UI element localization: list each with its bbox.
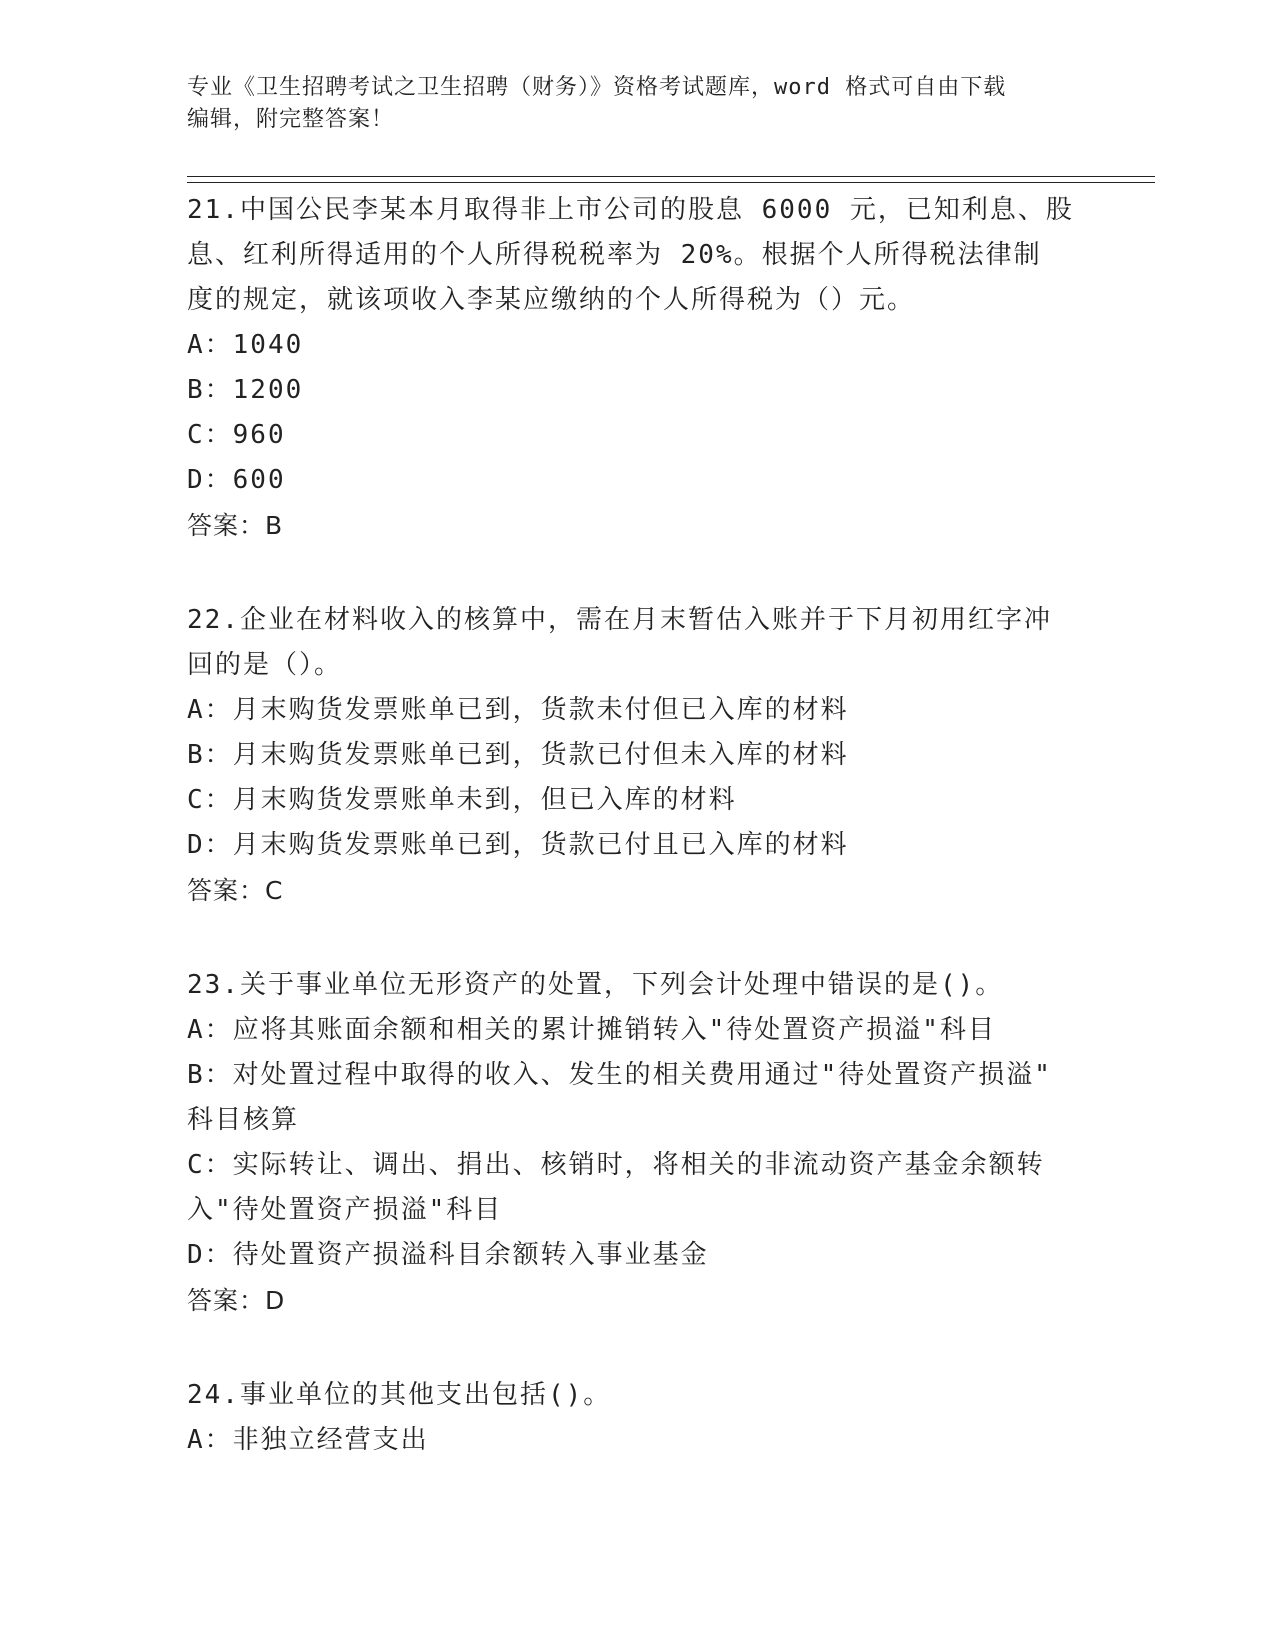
question-24 — [187, 1373, 1087, 1463]
header-divider-bottom — [187, 182, 1155, 183]
answer-line: 答案：C — [187, 876, 284, 905]
option-b: B：1200 — [187, 375, 304, 405]
answer-line: 答案：B — [187, 511, 284, 540]
question-stem-line: 回的是（）。 — [187, 650, 343, 680]
option-d: D：待处置资产损溢科目余额转入事业基金 — [187, 1240, 709, 1270]
option-a: A：非独立经营支出 — [187, 1425, 429, 1455]
question-stem-line: 24.事业单位的其他支出包括()。 — [187, 1380, 612, 1410]
option-c: C：960 — [187, 420, 286, 450]
option-d: D：600 — [187, 465, 286, 495]
option-c: C：实际转让、调出、捐出、核销时，将相关的非流动资产基金余额转 — [187, 1150, 1045, 1180]
question-stem-line: 22.企业在材料收入的核算中，需在月末暂估入账并于下月初用红字冲 — [187, 605, 1052, 635]
option-c: C：月末购货发票账单未到，但已入库的材料 — [187, 785, 737, 815]
question-23 — [187, 963, 1087, 1323]
option-a: A：月末购货发票账单已到，货款未付但已入库的材料 — [187, 695, 849, 725]
question-stem-line: 23.关于事业单位无形资产的处置，下列会计处理中错误的是()。 — [187, 970, 1004, 1000]
header-line-2: 编辑，附完整答案！ — [187, 107, 395, 132]
header-divider-top — [187, 176, 1155, 177]
option-c-continued: 入"待处置资产损溢"科目 — [187, 1195, 503, 1225]
option-b: B：月末购货发票账单已到，货款已付但未入库的材料 — [187, 740, 849, 770]
option-b-continued: 科目核算 — [187, 1105, 300, 1135]
answer-line: 答案：D — [187, 1286, 286, 1315]
option-a: A：应将其账面余额和相关的累计摊销转入"待处置资产损溢"科目 — [187, 1015, 996, 1045]
question-22 — [187, 598, 1087, 913]
option-a: A：1040 — [187, 330, 304, 360]
question-stem-line: 度的规定，就该项收入李某应缴纳的个人所得税为（）元。 — [187, 285, 916, 315]
question-stem-line: 息、红利所得适用的个人所得税税率为 20%。根据个人所得税法律制 — [187, 240, 1042, 270]
header-line-1: 专业《卫生招聘考试之卫生招聘（财务）》资格考试题库，word 格式可自由下载 — [187, 75, 1007, 100]
question-21 — [187, 188, 1087, 548]
document-header — [187, 72, 1067, 136]
option-b: B：对处置过程中取得的收入、发生的相关费用通过"待处置资产损溢" — [187, 1060, 1052, 1090]
question-stem-line: 21.中国公民李某本月取得非上市公司的股息 6000 元，已知利息、股 — [187, 195, 1074, 225]
option-d: D：月末购货发票账单已到，货款已付且已入库的材料 — [187, 830, 849, 860]
